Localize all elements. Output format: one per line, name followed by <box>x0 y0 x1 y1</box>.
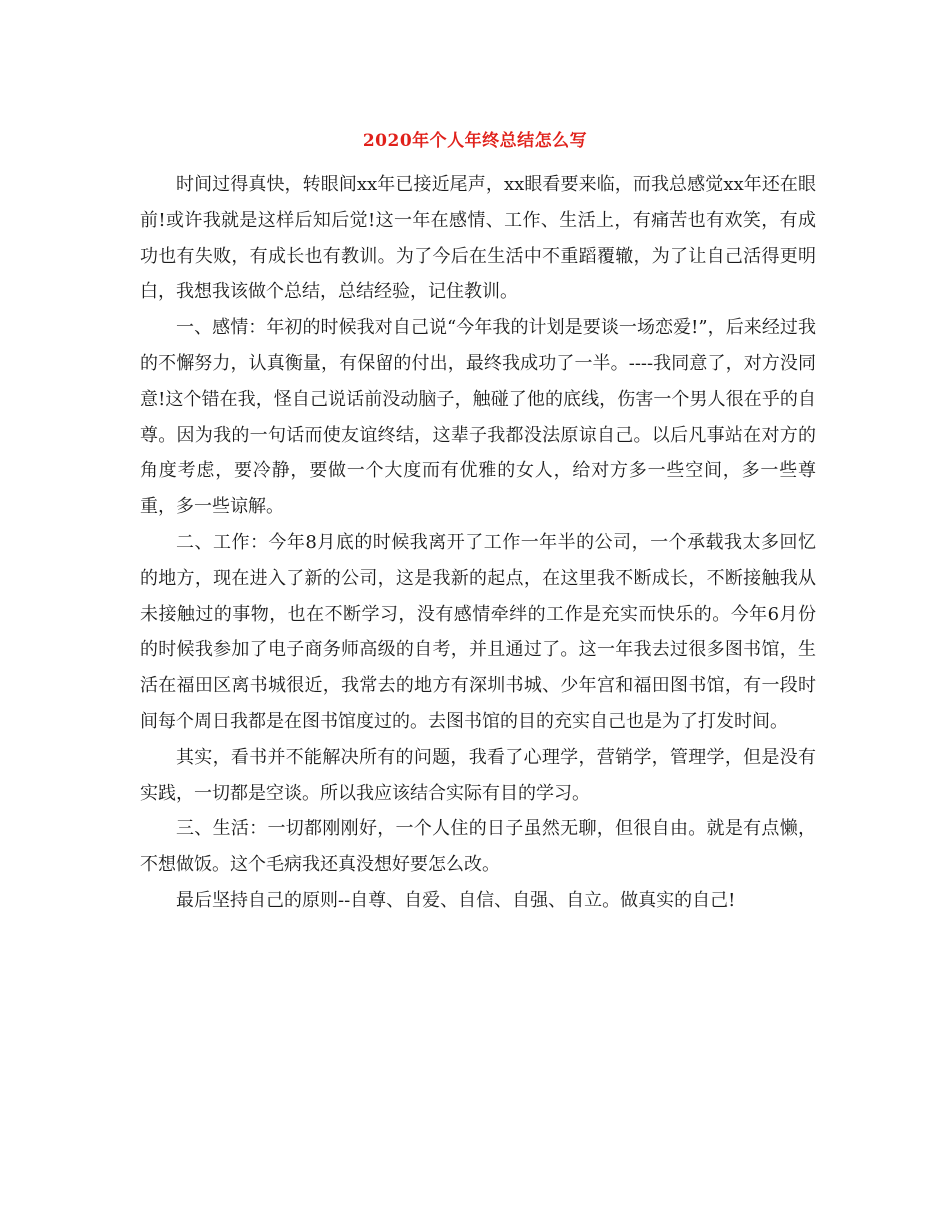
paragraph-conclusion: 最后坚持自己的原则--自尊、自爱、自信、自强、自立。做真实的自己! <box>176 889 736 911</box>
document-title: 2020年个人年终总结怎么写 <box>362 131 588 151</box>
paragraph-life: 三、生活：一切都刚刚好，一个人住的日子虽然无聊，但很自由。就是有点懒，不想做饭。这个毛病我还真没想好要怎么改。 <box>140 818 816 876</box>
paragraph-intro: 时间过得真快，转眼间xx年已接近尾声，xx眼看要来临，而我总感觉xx年还在眼前!或许我就是这样后知后觉!这一年在感情、工作、生活上，有痛苦也有欢笑，有成功也有失败，有成长也有教训。为了今后在生活中不重蹈覆辙，为了让自己活得更明白，我想我该做个总结，总结经验，记住教训。 <box>140 174 816 303</box>
paragraph-work: 二、工作：今年8月底的时候我离开了工作一年半的公司，一个承载我太多回忆的地方，现在进入了新的公司，这是我新的起点，在这里我不断成长，不断接触我从未接触过的事物，也在不断学习，没有感情牵绊的工作是充实而快乐的。今年6月份的时候我参加了电子商务师高级的自考，并且通过了。这一年我去过很多图书馆，生活在福田区离书城很近，我常去的地方有深圳书城、少年宫和福田图书馆，有一段时间每个周日我都是在图书馆度过的。去图书馆的目的充实自己也是为了打发时间。 <box>140 531 816 732</box>
paragraph-reading: 其实，看书并不能解决所有的问题，我看了心理学，营销学，管理学，但是没有实践，一切都是空谈。所以我应该结合实际有目的学习。 <box>140 746 816 804</box>
document-body <box>140 167 816 919</box>
paragraph-emotion: 一、感情：年初的时候我对自己说“今年我的计划是要谈一场恋爱!”，后来经过我的不懈努力，认真衡量，有保留的付出，最终我成功了一半。----我同意了，对方没同意!这个错在我，怪自己说话前没动脑子，触碰了他的底线，伤害一个男人很在乎的自尊。因为我的一句话而使友谊终结，这辈子我都没法原谅自己。以后凡事站在对方的角度考虑，要冷静，要做一个大度而有优雅的女人，给对方多一些空间，多一些尊重，多一些谅解。 <box>140 317 816 518</box>
